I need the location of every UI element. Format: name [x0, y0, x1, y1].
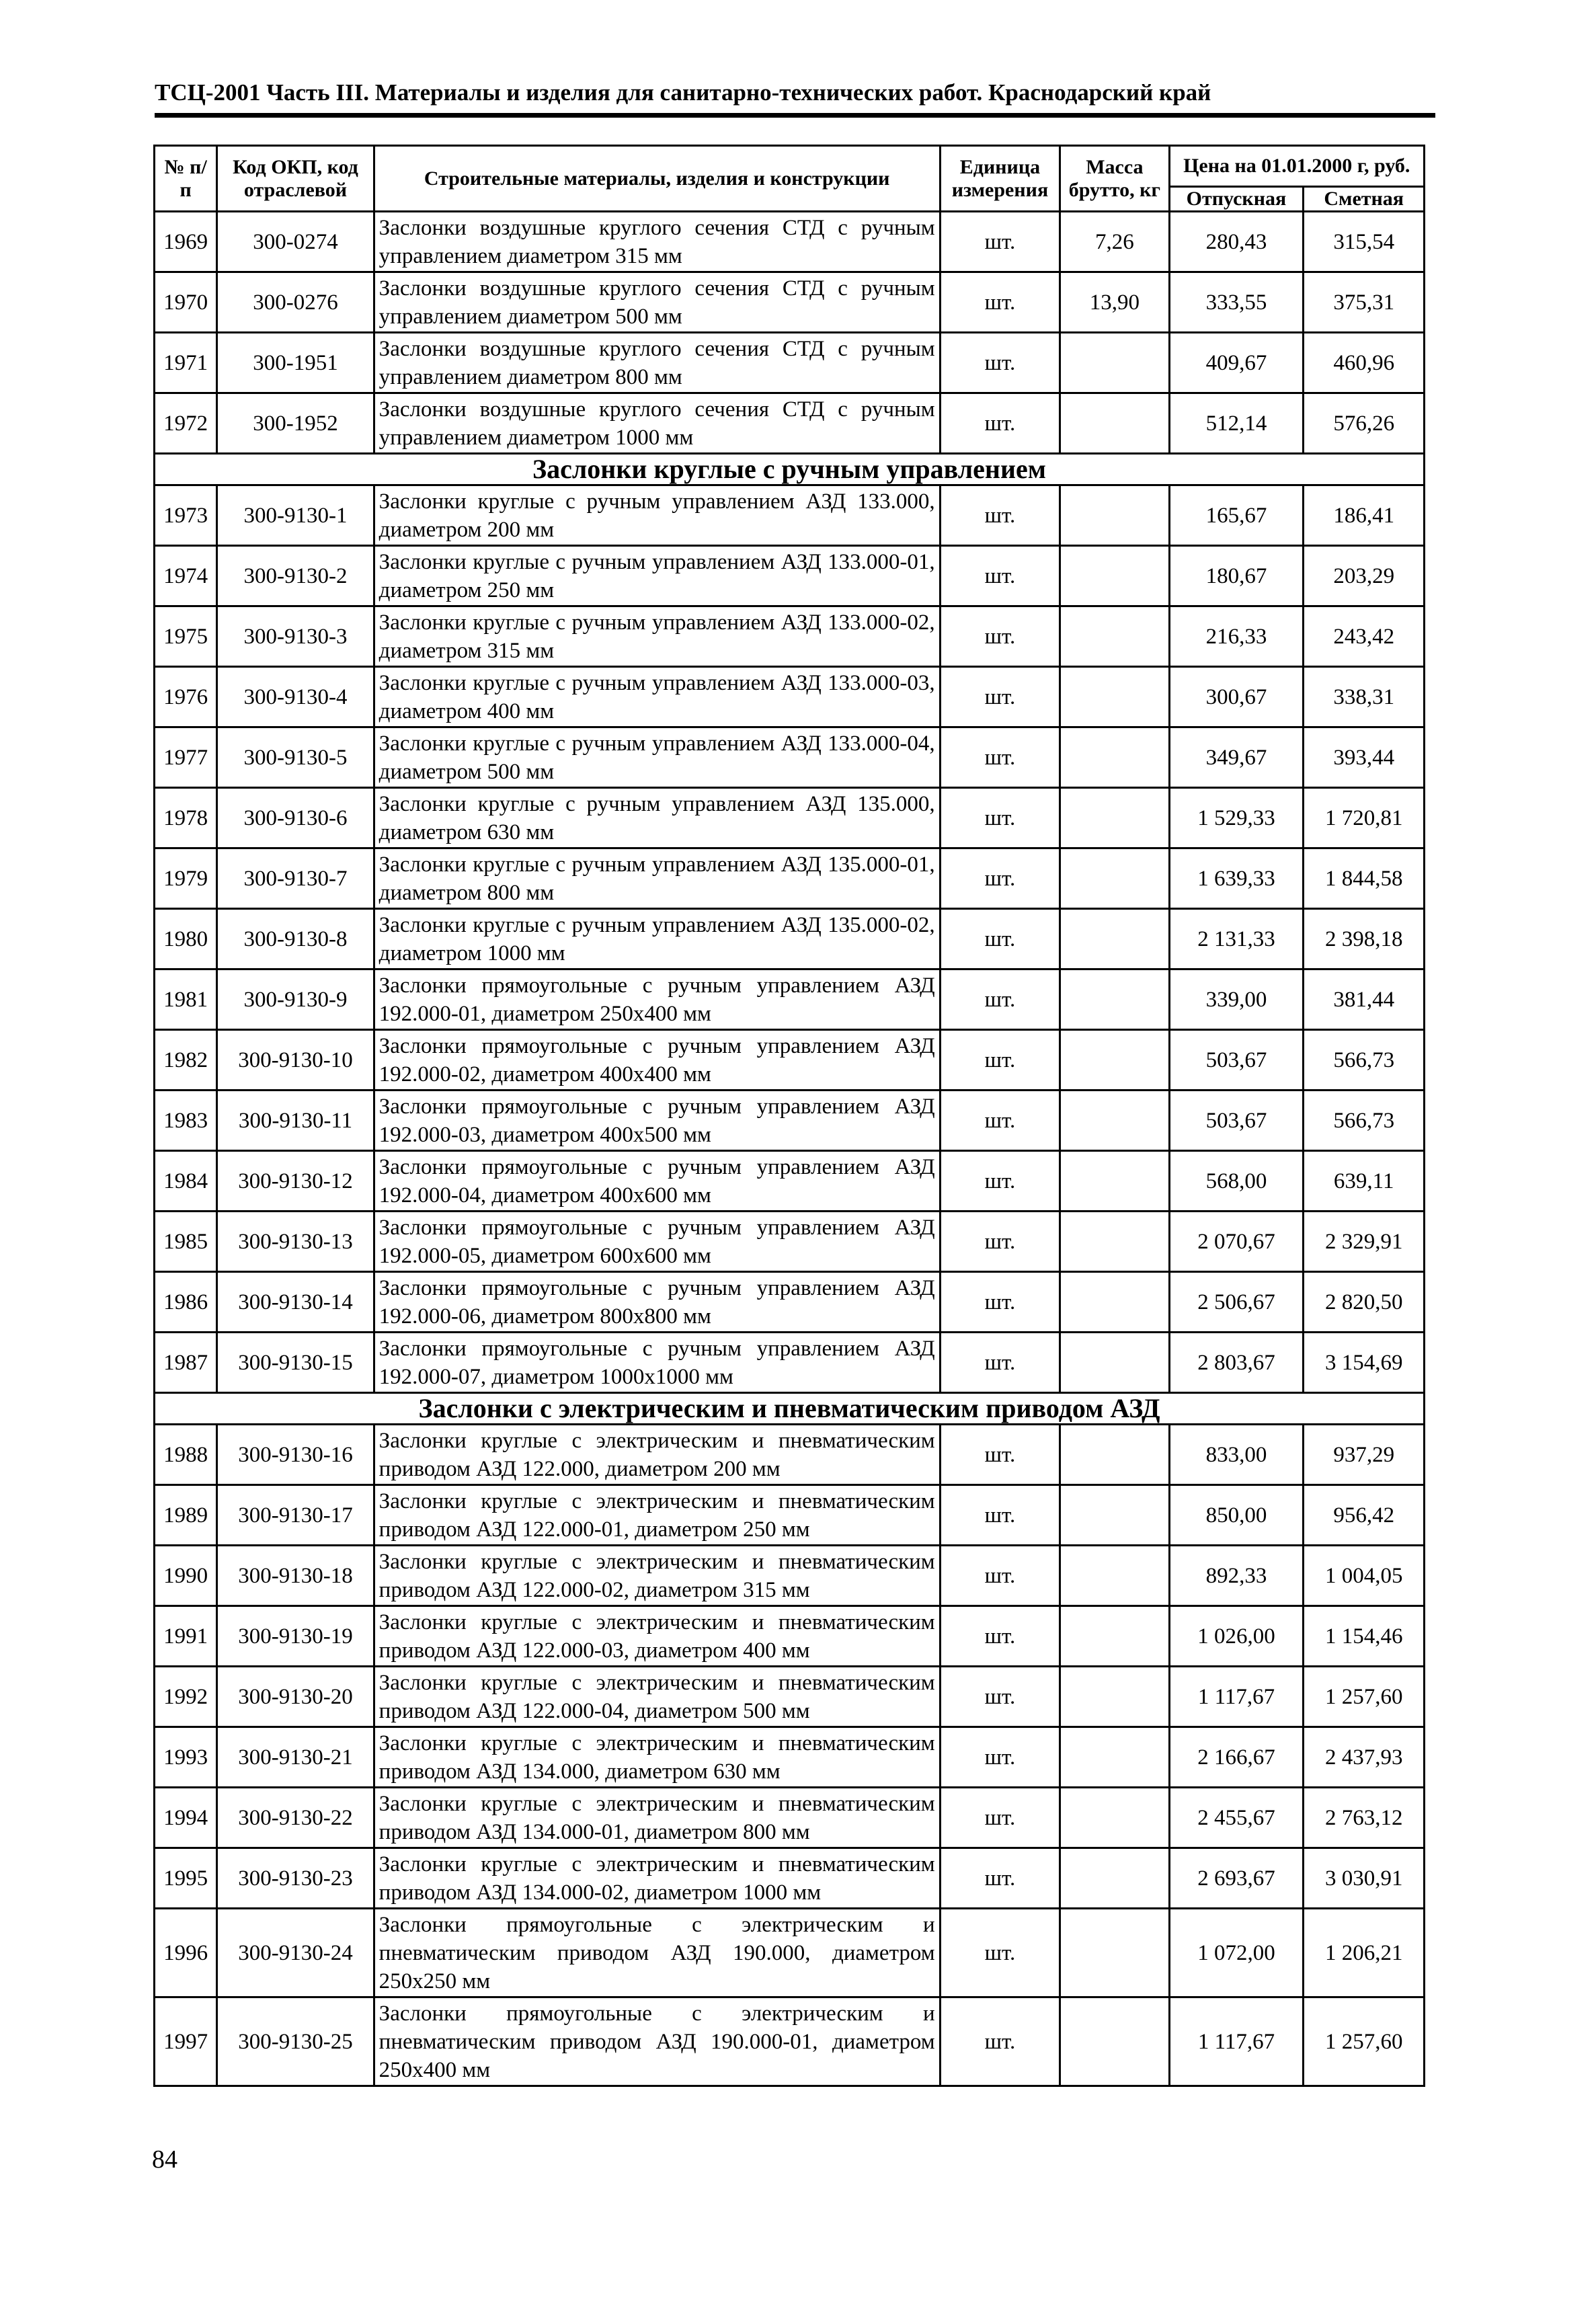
table-row: [155, 1151, 1425, 1212]
row-mass: [1060, 1333, 1169, 1393]
row-description: Заслонки воздушные круглого сечения СТД с ручным управлением диаметром 315 мм: [374, 212, 940, 272]
row-price-release: 349,67: [1169, 727, 1304, 788]
row-code: 300-9130-2: [217, 546, 374, 606]
row-num: 1982: [155, 1030, 217, 1091]
row-mass: [1060, 1151, 1169, 1212]
row-unit: шт.: [940, 969, 1060, 1030]
row-price-release: 216,33: [1169, 606, 1304, 667]
row-num: 1972: [155, 393, 217, 454]
row-num: 1997: [155, 1997, 217, 2086]
table-row: [155, 1667, 1425, 1727]
row-unit: шт.: [940, 1788, 1060, 1848]
row-mass: [1060, 1272, 1169, 1333]
row-price-estimate: 381,44: [1304, 969, 1425, 1030]
row-description: Заслонки круглые с электрическим и пневматическим приводом АЗД 122.000-02, диаметром 315 мм: [374, 1546, 940, 1606]
row-code: 300-9130-5: [217, 727, 374, 788]
table-row: [155, 788, 1425, 848]
row-num: 1993: [155, 1727, 217, 1788]
table-row: [155, 1788, 1425, 1848]
row-description: Заслонки воздушные круглого сечения СТД с ручным управлением диаметром 500 мм: [374, 272, 940, 333]
row-price-release: 2 166,67: [1169, 1727, 1304, 1788]
row-code: 300-0276: [217, 272, 374, 333]
table-row: [155, 393, 1425, 454]
row-price-estimate: 2 329,91: [1304, 1212, 1425, 1272]
row-unit: шт.: [940, 1997, 1060, 2086]
row-mass: [1060, 606, 1169, 667]
row-mass: [1060, 1546, 1169, 1606]
row-price-estimate: 1 154,46: [1304, 1606, 1425, 1667]
row-unit: шт.: [940, 1848, 1060, 1909]
row-unit: шт.: [940, 212, 1060, 272]
row-unit: шт.: [940, 1333, 1060, 1393]
row-price-release: 333,55: [1169, 272, 1304, 333]
row-description: Заслонки воздушные круглого сечения СТД с ручным управлением диаметром 1000 мм: [374, 393, 940, 454]
row-num: 1974: [155, 546, 217, 606]
row-price-estimate: 338,31: [1304, 667, 1425, 727]
row-unit: шт.: [940, 1727, 1060, 1788]
row-mass: [1060, 333, 1169, 393]
row-code: 300-9130-24: [217, 1909, 374, 1997]
row-price-estimate: 1 206,21: [1304, 1909, 1425, 1997]
row-price-estimate: 393,44: [1304, 727, 1425, 788]
row-mass: [1060, 1997, 1169, 2086]
row-description: Заслонки круглые с ручным управлением АЗД 133.000-02, диаметром 315 мм: [374, 606, 940, 667]
row-price-release: 833,00: [1169, 1425, 1304, 1485]
row-num: 1996: [155, 1909, 217, 1997]
row-code: 300-9130-14: [217, 1272, 374, 1333]
row-mass: [1060, 1848, 1169, 1909]
row-num: 1981: [155, 969, 217, 1030]
col-header-mass: Масса брутто, кг: [1060, 146, 1169, 212]
header-rule: [155, 113, 1435, 118]
row-mass: [1060, 1425, 1169, 1485]
row-code: 300-9130-11: [217, 1091, 374, 1151]
row-unit: шт.: [940, 667, 1060, 727]
row-unit: шт.: [940, 606, 1060, 667]
page-header: ТСЦ-2001 Часть III. Материалы и изделия для санитарно-технических работ. Краснодарский край: [155, 79, 1211, 106]
row-price-release: 850,00: [1169, 1485, 1304, 1546]
row-price-estimate: 576,26: [1304, 393, 1425, 454]
row-price-release: 280,43: [1169, 212, 1304, 272]
row-mass: [1060, 1485, 1169, 1546]
table-row: [155, 1091, 1425, 1151]
row-description: Заслонки прямоугольные с электрическим и пневматическим приводом АЗД 190.000, диаметром 250x250 мм: [374, 1909, 940, 1997]
row-code: 300-9130-22: [217, 1788, 374, 1848]
table-row: [155, 1485, 1425, 1546]
row-price-release: 2 070,67: [1169, 1212, 1304, 1272]
row-code: 300-9130-8: [217, 909, 374, 969]
row-price-estimate: 1 257,60: [1304, 1997, 1425, 2086]
section-row: [155, 1393, 1425, 1425]
section-title: Заслонки круглые с ручным управлением: [155, 454, 1425, 485]
row-price-estimate: 566,73: [1304, 1030, 1425, 1091]
row-price-estimate: 1 720,81: [1304, 788, 1425, 848]
row-price-estimate: 2 820,50: [1304, 1272, 1425, 1333]
row-mass: [1060, 848, 1169, 909]
table-row: [155, 667, 1425, 727]
row-mass: [1060, 485, 1169, 546]
row-unit: шт.: [940, 1091, 1060, 1151]
table-row: [155, 1727, 1425, 1788]
row-code: 300-0274: [217, 212, 374, 272]
row-unit: шт.: [940, 1667, 1060, 1727]
row-unit: шт.: [940, 727, 1060, 788]
row-price-estimate: 203,29: [1304, 546, 1425, 606]
row-mass: [1060, 788, 1169, 848]
row-mass: [1060, 667, 1169, 727]
row-unit: шт.: [940, 1212, 1060, 1272]
row-num: 1970: [155, 272, 217, 333]
row-mass: [1060, 1030, 1169, 1091]
row-unit: шт.: [940, 788, 1060, 848]
row-unit: шт.: [940, 393, 1060, 454]
row-mass: 13,90: [1060, 272, 1169, 333]
row-description: Заслонки круглые с электрическим и пневматическим приводом АЗД 134.000-02, диаметром 1000 мм: [374, 1848, 940, 1909]
row-mass: [1060, 969, 1169, 1030]
row-mass: [1060, 1727, 1169, 1788]
row-price-release: 1 117,67: [1169, 1667, 1304, 1727]
row-price-estimate: 639,11: [1304, 1151, 1425, 1212]
table-row: [155, 727, 1425, 788]
row-num: 1992: [155, 1667, 217, 1727]
row-unit: шт.: [940, 848, 1060, 909]
row-price-release: 339,00: [1169, 969, 1304, 1030]
row-code: 300-9130-4: [217, 667, 374, 727]
row-code: 300-9130-17: [217, 1485, 374, 1546]
row-price-release: 568,00: [1169, 1151, 1304, 1212]
col-header-code: Код ОКП, код отраслевой: [217, 146, 374, 212]
row-num: 1978: [155, 788, 217, 848]
row-code: 300-9130-20: [217, 1667, 374, 1727]
row-num: 1980: [155, 909, 217, 969]
table-row: [155, 1212, 1425, 1272]
row-mass: [1060, 1788, 1169, 1848]
row-unit: шт.: [940, 1909, 1060, 1997]
table-row: [155, 1333, 1425, 1393]
row-mass: [1060, 546, 1169, 606]
row-price-estimate: 460,96: [1304, 333, 1425, 393]
table-row: [155, 1997, 1425, 2086]
row-unit: шт.: [940, 1606, 1060, 1667]
table-row: [155, 1606, 1425, 1667]
row-unit: шт.: [940, 1272, 1060, 1333]
row-code: 300-1951: [217, 333, 374, 393]
row-code: 300-9130-16: [217, 1425, 374, 1485]
row-num: 1995: [155, 1848, 217, 1909]
row-price-estimate: 375,31: [1304, 272, 1425, 333]
row-unit: шт.: [940, 1151, 1060, 1212]
row-description: Заслонки круглые с электрическим и пневматическим приводом АЗД 122.000-03, диаметром 400 мм: [374, 1606, 940, 1667]
row-price-release: 2 131,33: [1169, 909, 1304, 969]
row-price-release: 512,14: [1169, 393, 1304, 454]
row-price-release: 2 693,67: [1169, 1848, 1304, 1909]
row-description: Заслонки прямоугольные с ручным управлением АЗД 192.000-03, диаметром 400x500 мм: [374, 1091, 940, 1151]
row-num: 1994: [155, 1788, 217, 1848]
row-description: Заслонки круглые с электрическим и пневматическим приводом АЗД 122.000-04, диаметром 500 мм: [374, 1667, 940, 1727]
row-mass: [1060, 1091, 1169, 1151]
row-code: 300-9130-1: [217, 485, 374, 546]
row-price-release: 503,67: [1169, 1091, 1304, 1151]
row-price-estimate: 1 004,05: [1304, 1546, 1425, 1606]
col-header-desc: Строительные материалы, изделия и конструкции: [374, 146, 940, 212]
row-code: 300-9130-25: [217, 1997, 374, 2086]
col-header-num: № п/п: [155, 146, 217, 212]
row-num: 1989: [155, 1485, 217, 1546]
row-code: 300-9130-12: [217, 1151, 374, 1212]
row-mass: [1060, 1606, 1169, 1667]
table-row: [155, 212, 1425, 272]
row-unit: шт.: [940, 485, 1060, 546]
row-unit: шт.: [940, 333, 1060, 393]
row-description: Заслонки круглые с электрическим и пневматическим приводом АЗД 122.000, диаметром 200 мм: [374, 1425, 940, 1485]
row-price-release: 2 803,67: [1169, 1333, 1304, 1393]
row-num: 1984: [155, 1151, 217, 1212]
table-row: [155, 1909, 1425, 1997]
row-description: Заслонки круглые с ручным управлением АЗД 135.000, диаметром 630 мм: [374, 788, 940, 848]
row-price-estimate: 3 030,91: [1304, 1848, 1425, 1909]
row-price-release: 2 506,67: [1169, 1272, 1304, 1333]
row-description: Заслонки круглые с ручным управлением АЗД 135.000-02, диаметром 1000 мм: [374, 909, 940, 969]
row-price-estimate: 937,29: [1304, 1425, 1425, 1485]
col-header-unit: Единица измерения: [940, 146, 1060, 212]
row-description: Заслонки прямоугольные с ручным управлением АЗД 192.000-07, диаметром 1000x1000 мм: [374, 1333, 940, 1393]
table-row: [155, 606, 1425, 667]
row-description: Заслонки круглые с электрическим и пневматическим приводом АЗД 134.000, диаметром 630 мм: [374, 1727, 940, 1788]
table-row: [155, 1272, 1425, 1333]
row-price-release: 892,33: [1169, 1546, 1304, 1606]
row-price-estimate: 243,42: [1304, 606, 1425, 667]
row-description: Заслонки круглые с ручным управлением АЗД 133.000-04, диаметром 500 мм: [374, 727, 940, 788]
row-unit: шт.: [940, 1425, 1060, 1485]
row-num: 1991: [155, 1606, 217, 1667]
section-title: Заслонки с электрическим и пневматическим приводом АЗД: [155, 1393, 1425, 1425]
row-code: 300-1952: [217, 393, 374, 454]
row-num: 1987: [155, 1333, 217, 1393]
row-price-release: 409,67: [1169, 333, 1304, 393]
row-price-estimate: 2 398,18: [1304, 909, 1425, 969]
row-description: Заслонки круглые с электрическим и пневматическим приводом АЗД 122.000-01, диаметром 250 мм: [374, 1485, 940, 1546]
row-mass: [1060, 1667, 1169, 1727]
row-code: 300-9130-6: [217, 788, 374, 848]
row-description: Заслонки прямоугольные с ручным управлением АЗД 192.000-06, диаметром 800x800 мм: [374, 1272, 940, 1333]
row-mass: [1060, 393, 1169, 454]
table-row: [155, 1030, 1425, 1091]
row-mass: 7,26: [1060, 212, 1169, 272]
row-price-estimate: 1 257,60: [1304, 1667, 1425, 1727]
row-num: 1990: [155, 1546, 217, 1606]
row-num: 1976: [155, 667, 217, 727]
row-price-estimate: 2 437,93: [1304, 1727, 1425, 1788]
row-description: Заслонки прямоугольные с ручным управлением АЗД 192.000-05, диаметром 600x600 мм: [374, 1212, 940, 1272]
col-header-price-group: Цена на 01.01.2000 г, руб.: [1169, 146, 1424, 187]
row-num: 1971: [155, 333, 217, 393]
row-unit: шт.: [940, 272, 1060, 333]
row-price-estimate: 1 844,58: [1304, 848, 1425, 909]
row-price-release: 300,67: [1169, 667, 1304, 727]
row-description: Заслонки прямоугольные с ручным управлением АЗД 192.000-01, диаметром 250x400 мм: [374, 969, 940, 1030]
row-unit: шт.: [940, 909, 1060, 969]
row-mass: [1060, 909, 1169, 969]
row-price-release: 2 455,67: [1169, 1788, 1304, 1848]
row-mass: [1060, 1909, 1169, 1997]
row-price-release: 1 529,33: [1169, 788, 1304, 848]
table-row: [155, 969, 1425, 1030]
row-price-release: 165,67: [1169, 485, 1304, 546]
row-description: Заслонки прямоугольные с ручным управлением АЗД 192.000-02, диаметром 400x400 мм: [374, 1030, 940, 1091]
row-code: 300-9130-7: [217, 848, 374, 909]
row-num: 1973: [155, 485, 217, 546]
table-row: [155, 1425, 1425, 1485]
table-row: [155, 909, 1425, 969]
row-price-estimate: 186,41: [1304, 485, 1425, 546]
row-unit: шт.: [940, 1485, 1060, 1546]
page-number: 84: [152, 2145, 177, 2174]
row-price-release: 1 072,00: [1169, 1909, 1304, 1997]
row-unit: шт.: [940, 546, 1060, 606]
row-code: 300-9130-13: [217, 1212, 374, 1272]
row-num: 1988: [155, 1425, 217, 1485]
row-num: 1977: [155, 727, 217, 788]
row-num: 1975: [155, 606, 217, 667]
row-num: 1986: [155, 1272, 217, 1333]
row-mass: [1060, 727, 1169, 788]
row-num: 1983: [155, 1091, 217, 1151]
section-row: [155, 454, 1425, 485]
col-header-price-estimate: Сметная: [1304, 187, 1425, 212]
table-row: [155, 272, 1425, 333]
row-price-estimate: 3 154,69: [1304, 1333, 1425, 1393]
table-row: [155, 333, 1425, 393]
row-code: 300-9130-9: [217, 969, 374, 1030]
row-description: Заслонки круглые с ручным управлением АЗД 133.000-01, диаметром 250 мм: [374, 546, 940, 606]
row-code: 300-9130-21: [217, 1727, 374, 1788]
table-body: [155, 212, 1425, 2086]
table-row: [155, 485, 1425, 546]
row-price-release: 1 117,67: [1169, 1997, 1304, 2086]
row-price-estimate: 315,54: [1304, 212, 1425, 272]
row-num: 1985: [155, 1212, 217, 1272]
row-code: 300-9130-23: [217, 1848, 374, 1909]
row-unit: шт.: [940, 1030, 1060, 1091]
row-price-estimate: 566,73: [1304, 1091, 1425, 1151]
row-price-estimate: 2 763,12: [1304, 1788, 1425, 1848]
row-mass: [1060, 1212, 1169, 1272]
row-code: 300-9130-10: [217, 1030, 374, 1091]
table-row: [155, 1848, 1425, 1909]
row-price-release: 1 026,00: [1169, 1606, 1304, 1667]
row-description: Заслонки прямоугольные с электрическим и пневматическим приводом АЗД 190.000-01, диаметром 250x400 мм: [374, 1997, 940, 2086]
price-table: [153, 145, 1425, 2087]
table-row: [155, 1546, 1425, 1606]
row-description: Заслонки круглые с ручным управлением АЗД 133.000, диаметром 200 мм: [374, 485, 940, 546]
table-row: [155, 848, 1425, 909]
col-header-price-release: Отпускная: [1169, 187, 1304, 212]
table-row: [155, 546, 1425, 606]
row-description: Заслонки прямоугольные с ручным управлением АЗД 192.000-04, диаметром 400x600 мм: [374, 1151, 940, 1212]
row-code: 300-9130-18: [217, 1546, 374, 1606]
row-description: Заслонки круглые с ручным управлением АЗД 135.000-01, диаметром 800 мм: [374, 848, 940, 909]
row-unit: шт.: [940, 1546, 1060, 1606]
row-num: 1969: [155, 212, 217, 272]
row-code: 300-9130-15: [217, 1333, 374, 1393]
row-price-release: 180,67: [1169, 546, 1304, 606]
row-price-release: 1 639,33: [1169, 848, 1304, 909]
row-description: Заслонки круглые с ручным управлением АЗД 133.000-03, диаметром 400 мм: [374, 667, 940, 727]
row-description: Заслонки воздушные круглого сечения СТД с ручным управлением диаметром 800 мм: [374, 333, 940, 393]
row-code: 300-9130-19: [217, 1606, 374, 1667]
row-description: Заслонки круглые с электрическим и пневматическим приводом АЗД 134.000-01, диаметром 800 мм: [374, 1788, 940, 1848]
row-code: 300-9130-3: [217, 606, 374, 667]
row-price-release: 503,67: [1169, 1030, 1304, 1091]
row-num: 1979: [155, 848, 217, 909]
row-price-estimate: 956,42: [1304, 1485, 1425, 1546]
